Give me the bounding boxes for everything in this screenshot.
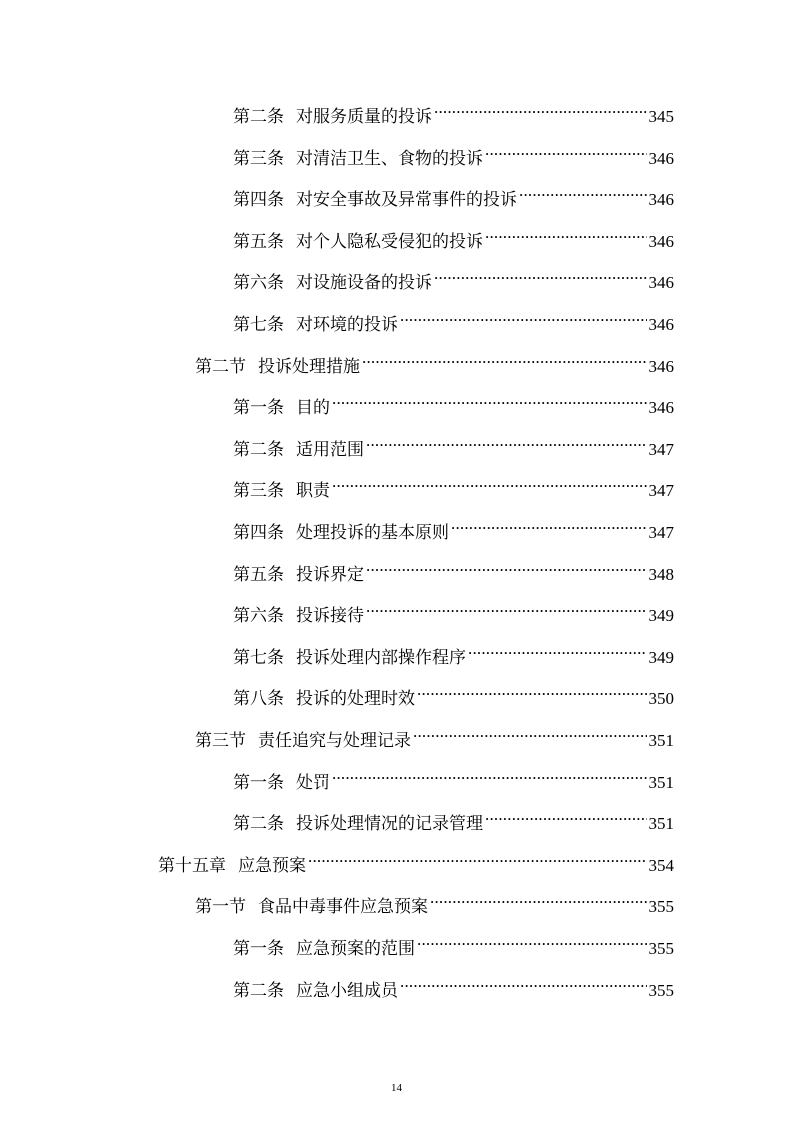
toc-entry-title: 目的 — [296, 398, 330, 419]
toc-entry-number: 第八条 — [233, 689, 284, 710]
toc-entry-title: 责任追究与处理记录 — [258, 731, 411, 751]
toc-entry-page: 345 — [648, 107, 674, 126]
toc-entry-page: 348 — [648, 564, 674, 584]
toc-entry-number: 第二节 — [195, 356, 246, 377]
toc-entry-number: 第三条 — [233, 481, 284, 502]
toc-entry-page: 354 — [648, 855, 674, 875]
toc-entry-title: 对个人隐私受侵犯的投诉 — [296, 231, 483, 252]
toc-entry[interactable] — [233, 219, 674, 252]
toc-entry-page: 347 — [648, 439, 674, 459]
toc-entry-number: 第一条 — [233, 772, 284, 793]
toc-entry-page: 346 — [648, 273, 674, 293]
toc-leader-dots — [485, 136, 647, 164]
toc-entry-page: 351 — [648, 731, 674, 750]
toc-entry-number: 第二条 — [233, 107, 284, 127]
toc-entry-number: 第三节 — [195, 731, 246, 751]
toc-entry-title: 投诉的处理时效 — [296, 689, 415, 710]
toc-entry-title: 对服务质量的投诉 — [296, 107, 432, 127]
toc-entry-page: 346 — [648, 231, 674, 251]
page-number: 14 — [391, 1082, 402, 1094]
toc-entry-page: 347 — [648, 523, 674, 542]
toc-entry-number: 第一节 — [195, 897, 246, 918]
toc-leader-dots — [519, 177, 647, 205]
toc-entry-number: 第六条 — [233, 606, 284, 627]
toc-entry-title: 应急小组成员 — [296, 980, 398, 1001]
toc-leader-dots — [430, 884, 647, 912]
toc-leader-dots — [362, 344, 647, 372]
toc-entry-title: 投诉界定 — [296, 564, 364, 585]
toc-entry-title: 应急预案 — [238, 855, 306, 876]
toc-leader-dots — [332, 385, 647, 413]
toc-entry-title: 应急预案的范围 — [296, 939, 415, 959]
toc-entry[interactable] — [233, 593, 674, 627]
toc-entry-page: 346 — [648, 315, 674, 334]
toc-entry-number: 第二条 — [233, 814, 284, 835]
toc-entry-number: 第四条 — [233, 190, 284, 211]
toc-leader-dots — [485, 219, 647, 247]
toc-entry[interactable] — [233, 760, 674, 793]
page-footer — [0, 1082, 793, 1094]
toc-leader-dots — [332, 760, 647, 788]
toc-leader-dots — [400, 968, 647, 996]
toc-leader-dots — [468, 635, 647, 663]
toc-entry-title: 对清洁卫生、食物的投诉 — [296, 148, 483, 169]
toc-entry-number: 第六条 — [233, 273, 284, 294]
toc-entry-title: 处罚 — [296, 772, 330, 793]
toc-entry-title: 对设施设备的投诉 — [296, 273, 432, 294]
toc-entry-number: 第七条 — [233, 647, 284, 668]
toc-entry-number: 第二条 — [233, 980, 284, 1001]
toc-entry[interactable] — [233, 801, 674, 835]
toc-entry[interactable] — [233, 260, 674, 294]
toc-leader-dots — [417, 926, 647, 954]
toc-entry-title: 对安全事故及异常事件的投诉 — [296, 190, 517, 211]
toc-entry-title: 处理投诉的基本原则 — [296, 523, 449, 543]
toc-entry-number: 第十五章 — [158, 855, 226, 876]
toc-leader-dots — [366, 552, 647, 580]
toc-entry-title: 投诉处理措施 — [258, 356, 360, 377]
toc-entry[interactable] — [195, 884, 674, 918]
toc-entry-number: 第一条 — [233, 398, 284, 419]
toc-leader-dots — [332, 468, 647, 496]
toc-entry-page: 351 — [648, 814, 674, 834]
toc-entry-page: 349 — [648, 647, 674, 667]
toc-entry[interactable] — [233, 468, 674, 502]
toc-entry-page: 346 — [648, 398, 674, 418]
toc-entry-title: 职责 — [296, 481, 330, 502]
toc-entry[interactable] — [233, 302, 674, 335]
toc-entry[interactable] — [233, 94, 674, 127]
toc-entry[interactable] — [233, 926, 674, 959]
toc-entry[interactable] — [233, 427, 674, 460]
toc-entry-page: 355 — [648, 980, 674, 1000]
toc-entry-number: 第三条 — [233, 148, 284, 169]
toc-entry[interactable] — [233, 676, 674, 710]
toc-leader-dots — [434, 260, 647, 288]
toc-entry-page: 347 — [648, 481, 674, 501]
toc-leader-dots — [485, 801, 647, 829]
toc-entry[interactable] — [233, 177, 674, 211]
toc-entry-title: 投诉处理内部操作程序 — [296, 647, 466, 668]
toc-leader-dots — [308, 843, 647, 871]
toc-entry[interactable] — [195, 718, 674, 751]
toc-entry[interactable] — [233, 968, 674, 1001]
toc-entry[interactable] — [233, 552, 674, 585]
toc-entry-page: 346 — [648, 356, 674, 376]
toc-entry-page: 346 — [648, 148, 674, 168]
toc-entry-title: 食品中毒事件应急预案 — [258, 897, 428, 918]
toc-entry-number: 第七条 — [233, 315, 284, 335]
toc-entry-page: 346 — [648, 190, 674, 210]
toc-entry-page: 355 — [648, 897, 674, 917]
toc-entry-page: 350 — [648, 689, 674, 709]
toc-entry-number: 第五条 — [233, 231, 284, 252]
toc-leader-dots — [434, 94, 647, 122]
toc-entry-title: 适用范围 — [296, 439, 364, 460]
toc-entry-page: 349 — [648, 606, 674, 626]
toc-entry-title: 对环境的投诉 — [296, 315, 398, 335]
toc-leader-dots — [366, 427, 647, 455]
toc-leader-dots — [413, 718, 647, 746]
toc-entry-page: 355 — [648, 939, 674, 958]
toc-entry[interactable] — [233, 136, 674, 169]
toc-entry[interactable] — [233, 510, 674, 543]
toc-leader-dots — [451, 510, 647, 538]
toc-entry-number: 第二条 — [233, 439, 284, 460]
toc-entry-number: 第四条 — [233, 523, 284, 543]
toc-entry-title: 投诉接待 — [296, 606, 364, 627]
toc-entry-title: 投诉处理情况的记录管理 — [296, 814, 483, 835]
toc-entry-page: 351 — [648, 772, 674, 792]
toc-entry[interactable] — [195, 344, 674, 377]
toc-entry[interactable] — [233, 635, 674, 668]
toc-leader-dots — [417, 676, 647, 704]
toc-entry-number: 第五条 — [233, 564, 284, 585]
toc-leader-dots — [400, 302, 647, 330]
toc-entry-number: 第一条 — [233, 939, 284, 959]
toc-leader-dots — [366, 593, 647, 621]
toc-entry[interactable] — [233, 385, 674, 419]
toc-entry[interactable] — [158, 843, 674, 876]
